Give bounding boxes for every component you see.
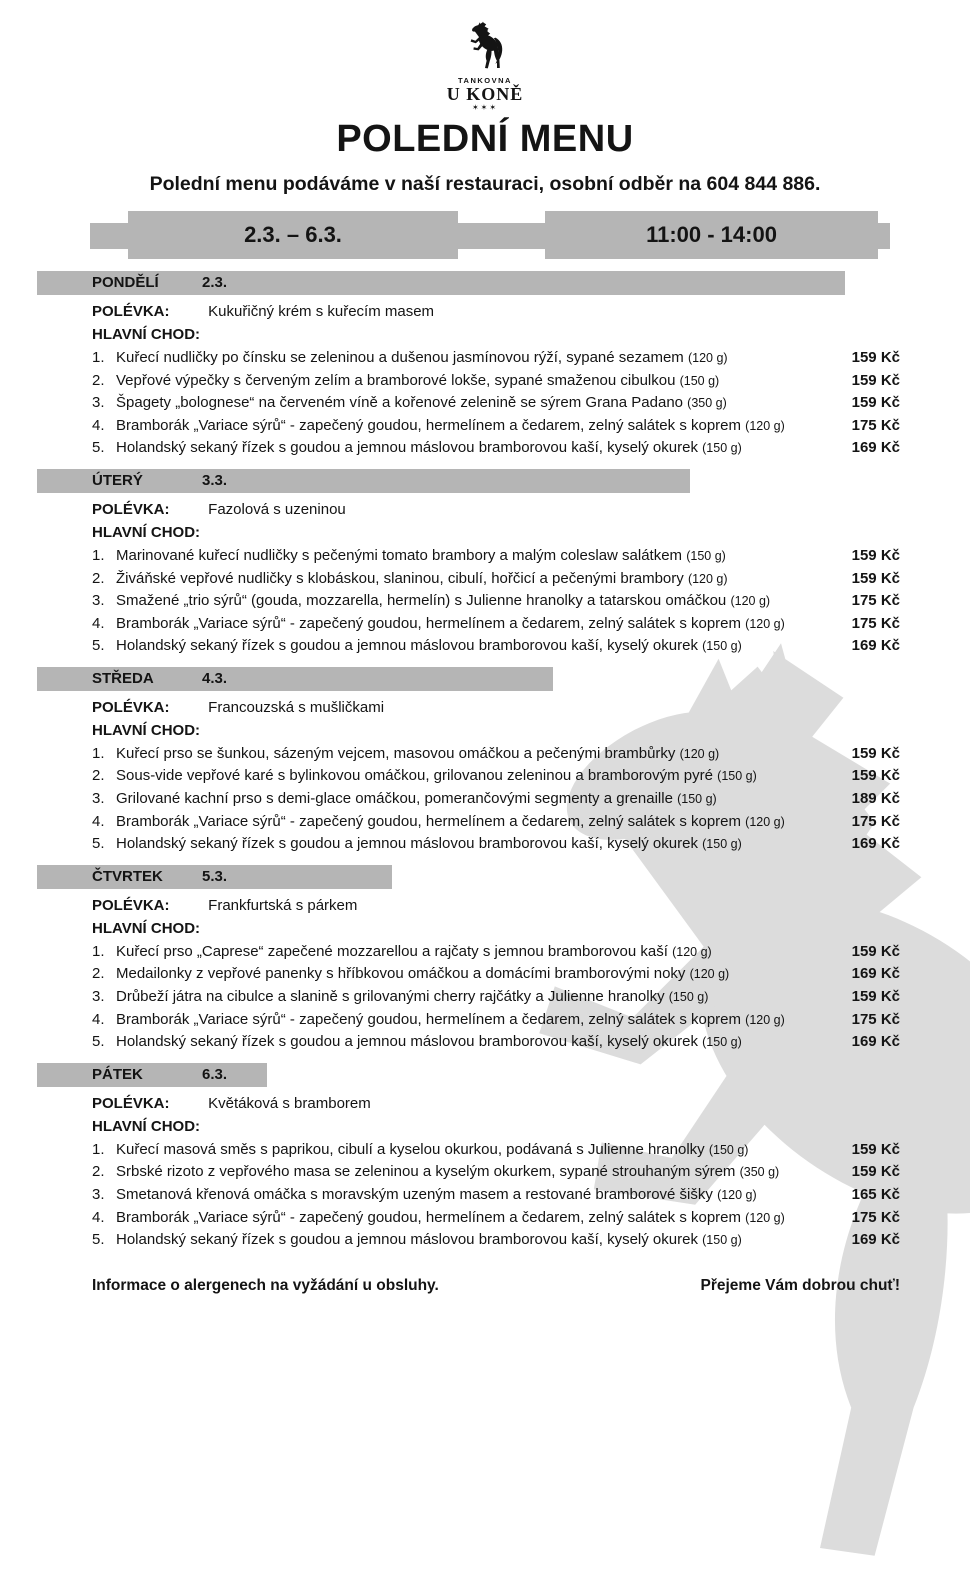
day-section	[0, 667, 970, 856]
item-portion: (150 g)	[702, 837, 742, 852]
menu-item-row	[92, 437, 900, 460]
menu-item-row	[92, 1031, 900, 1054]
main-course-label: HLAVNÍ CHOD:	[92, 523, 201, 541]
item-text: Živáňské vepřové nudličky s klobáskou, slaninou, cibulí, hořčicí a pečenými brambory (120 g)	[116, 569, 728, 587]
time-range-banner: 11:00 - 14:00	[545, 211, 878, 259]
item-list	[92, 1139, 900, 1252]
day-date: 2.3.	[202, 274, 228, 292]
item-text: Vepřové výpečky s červeným zelím a bramborové lokše, sypané smaženou cibulkou (150 g)	[116, 371, 720, 389]
item-portion: (120 g)	[679, 746, 720, 761]
item-price: 169 Kč	[851, 439, 900, 457]
item-portion: (150 g)	[702, 441, 742, 456]
day-date: 5.3.	[202, 868, 228, 886]
item-portion: (120 g)	[745, 616, 785, 631]
day-bar	[37, 667, 553, 691]
item-text: Smažené „trio sýrů“ (gouda, mozzarella, hermelín) s Julienne hranolky a tatarskou omáčkou (120 g)	[116, 592, 771, 610]
item-number: 4.	[92, 614, 105, 632]
soup-row	[92, 699, 900, 716]
item-number: 2.	[92, 371, 105, 389]
menu-item-row	[92, 392, 900, 415]
day-name: PÁTEK	[92, 1066, 143, 1084]
item-number: 1.	[92, 348, 105, 366]
soup-value: Kukuřičný krém s kuřecím masem	[208, 302, 435, 320]
soup-label: POLÉVKA:	[92, 302, 170, 320]
main-course-label: HLAVNÍ CHOD:	[92, 325, 201, 343]
item-portion: (150 g)	[679, 373, 720, 388]
menu-item-row	[92, 1009, 900, 1032]
menu-item-row	[92, 545, 900, 568]
day-body	[0, 699, 970, 856]
main-course-label: HLAVNÍ CHOD:	[92, 721, 201, 739]
item-portion: (120 g)	[717, 1188, 757, 1203]
menu-item-row	[92, 963, 900, 986]
menu-item-row	[92, 1229, 900, 1252]
main-course-label: HLAVNÍ CHOD:	[92, 919, 201, 937]
item-price: 175 Kč	[851, 416, 900, 434]
item-portion: (150 g)	[702, 1035, 742, 1050]
item-text: Smetanová křenová omáčka s moravským uzeným masem a restované bramborové šišky (120 g)	[116, 1186, 757, 1204]
menu-days	[0, 271, 970, 1252]
menu-item-row	[92, 765, 900, 788]
bon-appetit-text: Přejeme Vám dobrou chuť!	[700, 1276, 900, 1294]
item-number: 4.	[92, 1010, 105, 1028]
soup-label: POLÉVKA:	[92, 698, 170, 716]
item-price: 175 Kč	[851, 1010, 900, 1028]
menu-item-row	[92, 370, 900, 393]
item-price: 159 Kč	[851, 394, 900, 412]
item-price: 175 Kč	[851, 812, 900, 830]
menu-item-row	[92, 415, 900, 438]
item-number: 2.	[92, 569, 105, 587]
item-list	[92, 347, 900, 460]
date-range-banner: 2.3. – 6.3.	[128, 211, 458, 259]
menu-item-row	[92, 986, 900, 1009]
item-price: 159 Kč	[851, 348, 900, 366]
item-list	[92, 545, 900, 658]
day-name: PONDĚLÍ	[92, 274, 159, 292]
soup-value: Frankfurtská s párkem	[208, 896, 358, 914]
item-portion: (150 g)	[708, 1142, 749, 1157]
menu-item-row	[92, 613, 900, 636]
item-number: 5.	[92, 1231, 105, 1249]
item-portion: (350 g)	[739, 1165, 780, 1180]
day-bar	[37, 271, 845, 295]
item-text: Holandský sekaný řízek s goudou a jemnou máslovou bramborovou kaší, kyselý okurek (150 g)	[116, 835, 742, 853]
item-price: 159 Kč	[851, 942, 900, 960]
allergen-info-text: Informace o alergenech na vyžádání u obsluhy.	[92, 1276, 439, 1294]
menu-item-row	[92, 590, 900, 613]
item-text: Drůbeží játra na cibulce a slanině s grilovanými cherry rajčátky a Julienne hranolky (150 g)	[116, 988, 709, 1006]
item-number: 5.	[92, 439, 105, 457]
soup-label: POLÉVKA:	[92, 896, 170, 914]
menu-item-row	[92, 1139, 900, 1162]
day-date: 4.3.	[202, 670, 228, 688]
item-number: 5.	[92, 835, 105, 853]
item-portion: (120 g)	[745, 1210, 785, 1225]
soup-row	[92, 897, 900, 914]
item-price: 169 Kč	[851, 965, 900, 983]
item-portion: (150 g)	[702, 1233, 742, 1248]
item-price: 169 Kč	[851, 1033, 900, 1051]
item-text: Bramborák „Variace sýrů“ - zapečený goudou, hermelínem a čedarem, zelný salátek s koprem (120 g)	[116, 614, 785, 632]
soup-row	[92, 1095, 900, 1112]
soup-row	[92, 303, 900, 320]
item-price: 175 Kč	[851, 614, 900, 632]
item-number: 1.	[92, 1140, 105, 1158]
item-portion: (150 g)	[686, 548, 726, 563]
item-text: Marinované kuřecí nudličky s pečenými tomato brambory a malým coleslaw salátkem (150 g)	[116, 546, 726, 564]
item-number: 5.	[92, 637, 105, 655]
item-number: 3.	[92, 1186, 105, 1204]
menu-item-row	[92, 1161, 900, 1184]
item-portion: (150 g)	[717, 769, 757, 784]
day-section	[0, 271, 970, 460]
soup-row	[92, 501, 900, 518]
item-text: Bramborák „Variace sýrů“ - zapečený goudou, hermelínem a čedarem, zelný salátek s koprem (120 g)	[116, 1010, 785, 1028]
item-text: Kuřecí prso „Caprese“ zapečené mozzarellou a rajčaty s jemnou bramborovou kaší (120 g)	[116, 942, 712, 960]
soup-value: Francouzská s mušličkami	[208, 698, 385, 716]
item-text: Kuřecí prso se šunkou, sázeným vejcem, masovou omáčkou a pečenými brambůrky (120 g)	[116, 744, 720, 762]
item-text: Bramborák „Variace sýrů“ - zapečený goudou, hermelínem a čedarem, zelný salátek s koprem (120 g)	[116, 1208, 785, 1226]
item-number: 4.	[92, 416, 105, 434]
menu-item-row	[92, 743, 900, 766]
soup-label: POLÉVKA:	[92, 500, 170, 518]
footer	[0, 1261, 970, 1295]
item-price: 169 Kč	[851, 1231, 900, 1249]
item-price: 175 Kč	[851, 592, 900, 610]
item-number: 3.	[92, 988, 105, 1006]
item-text: Holandský sekaný řízek s goudou a jemnou máslovou bramborovou kaší, kyselý okurek (150 g)	[116, 1033, 742, 1051]
banner-row	[0, 210, 970, 260]
day-bar	[37, 865, 392, 889]
item-portion: (120 g)	[672, 944, 712, 959]
brand-name-label: U KONĚ	[446, 83, 524, 104]
item-price: 159 Kč	[851, 988, 900, 1006]
item-number: 1.	[92, 942, 105, 960]
item-price: 159 Kč	[851, 1163, 900, 1181]
item-number: 3.	[92, 592, 105, 610]
day-bar	[37, 1063, 267, 1087]
item-portion: (120 g)	[745, 814, 785, 829]
item-number: 2.	[92, 767, 105, 785]
item-list	[92, 941, 900, 1054]
menu-item-row	[92, 833, 900, 856]
item-portion: (120 g)	[687, 571, 728, 586]
day-date: 3.3.	[202, 472, 228, 490]
item-number: 1.	[92, 546, 105, 564]
item-text: Holandský sekaný řízek s goudou a jemnou máslovou bramborovou kaší, kyselý okurek (150 g)	[116, 439, 742, 457]
soup-value: Květáková s bramborem	[208, 1094, 371, 1112]
item-price: 159 Kč	[851, 569, 900, 587]
day-body	[0, 1095, 970, 1252]
item-price: 159 Kč	[851, 767, 900, 785]
day-date: 6.3.	[202, 1066, 228, 1084]
menu-item-row	[92, 1184, 900, 1207]
day-section	[0, 1063, 970, 1252]
item-text: Kuřecí nudličky po čínsku se zeleninou a dušenou jasmínovou rýží, sypané sezamem (120 g)	[116, 348, 728, 366]
item-price: 165 Kč	[851, 1186, 900, 1204]
menu-item-row	[92, 568, 900, 591]
item-portion: (150 g)	[702, 639, 742, 654]
day-section	[0, 469, 970, 658]
subtitle-text: Polední menu podáváme v naší restauraci, osobní odběr na 604 844 886.	[149, 172, 821, 195]
item-price: 159 Kč	[851, 371, 900, 389]
soup-value: Fazolová s uzeninou	[208, 500, 346, 518]
main-course-label: HLAVNÍ CHOD:	[92, 1117, 201, 1135]
day-name: STŘEDA	[92, 670, 154, 688]
day-body	[0, 303, 970, 460]
item-number: 5.	[92, 1033, 105, 1051]
item-price: 175 Kč	[851, 1208, 900, 1226]
item-portion: (150 g)	[677, 792, 717, 807]
item-text: Holandský sekaný řízek s goudou a jemnou máslovou bramborovou kaší, kyselý okurek (150 g)	[116, 637, 742, 655]
brand-stars: ✶✶✶	[471, 102, 499, 112]
item-text: Bramborák „Variace sýrů“ - zapečený goudou, hermelínem a čedarem, zelný salátek s koprem (120 g)	[116, 416, 785, 434]
item-number: 2.	[92, 1163, 105, 1181]
menu-item-row	[92, 811, 900, 834]
item-portion: (120 g)	[745, 1012, 785, 1027]
day-name: ČTVRTEK	[92, 868, 163, 886]
menu-item-row	[92, 635, 900, 658]
restaurant-logo	[0, 0, 970, 112]
item-number: 4.	[92, 1208, 105, 1226]
item-text: Špagety „bolognese“ na červeném víně a kořenové zelenině se sýrem Grana Padano (350 g)	[116, 394, 727, 412]
soup-label: POLÉVKA:	[92, 1094, 170, 1112]
item-text: Grilované kachní prso s demi-glace omáčkou, pomerančovými segmenty a grenaille (150 g)	[116, 790, 717, 808]
item-price: 169 Kč	[851, 835, 900, 853]
item-price: 169 Kč	[851, 637, 900, 655]
item-price: 159 Kč	[851, 744, 900, 762]
item-text: Sous-vide vepřové karé s bylinkovou omáčkou, grilovanou zeleninou a bramborovým pyré (150 g)	[116, 767, 757, 785]
day-body	[0, 897, 970, 1054]
item-list	[92, 743, 900, 856]
day-body	[0, 501, 970, 658]
brand-top-label: TANKOVNA	[458, 75, 512, 85]
day-name: ÚTERÝ	[92, 472, 143, 490]
menu-item-row	[92, 788, 900, 811]
horse-logo-icon	[458, 20, 512, 70]
item-text: Bramborák „Variace sýrů“ - zapečený goudou, hermelínem a čedarem, zelný salátek s koprem (120 g)	[116, 812, 785, 830]
menu-item-row	[92, 347, 900, 370]
page-title: POLEDNÍ MENU	[336, 117, 634, 160]
item-price: 189 Kč	[851, 790, 900, 808]
item-portion: (350 g)	[687, 396, 727, 411]
item-text: Srbské rizoto z vepřového masa se zeleninou a kyselým okurkem, sypané strouhaným sýrem (350 g)	[116, 1163, 780, 1181]
item-number: 1.	[92, 744, 105, 762]
item-number: 3.	[92, 394, 105, 412]
item-portion: (120 g)	[730, 594, 771, 609]
item-number: 4.	[92, 812, 105, 830]
item-portion: (120 g)	[745, 418, 785, 433]
item-text: Holandský sekaný řízek s goudou a jemnou máslovou bramborovou kaší, kyselý okurek (150 g)	[116, 1231, 742, 1249]
item-price: 159 Kč	[851, 546, 900, 564]
item-portion: (150 g)	[668, 990, 709, 1005]
day-section	[0, 865, 970, 1054]
item-number: 2.	[92, 965, 105, 983]
day-bar	[37, 469, 690, 493]
item-price: 159 Kč	[851, 1140, 900, 1158]
item-portion: (120 g)	[689, 967, 730, 982]
item-text: Medailonky z vepřové panenky s hříbkovou omáčkou a domácími bramborovými noky (120 g)	[116, 965, 730, 983]
menu-item-row	[92, 1207, 900, 1230]
item-portion: (120 g)	[687, 350, 728, 365]
item-number: 3.	[92, 790, 105, 808]
item-text: Kuřecí masová směs s paprikou, cibulí a kyselou okurkou, podávaná s Julienne hranolky (150 g)	[116, 1140, 749, 1158]
menu-item-row	[92, 941, 900, 964]
